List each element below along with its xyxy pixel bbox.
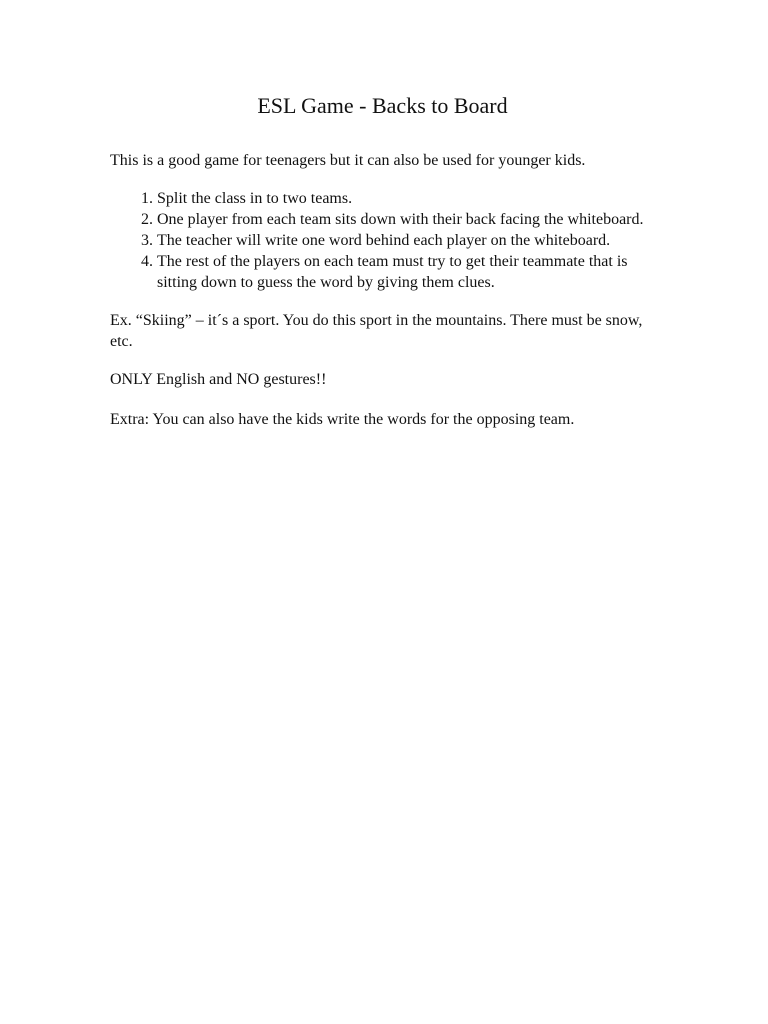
example-paragraph: Ex. “Skiing” – it´s a sport. You do this sport in the mountains. There must be snow, etc. <box>110 312 643 350</box>
rule-paragraph: ONLY English and NO gestures!! <box>110 371 327 388</box>
step-item: 2. One player from each team sits down with their back facing the whiteboard. <box>157 209 670 230</box>
intro-paragraph: This is a good game for teenagers but it can also be used for younger kids. <box>110 152 586 169</box>
step-item: 3. The teacher will write one word behind each player on the whiteboard. <box>157 230 670 251</box>
step-item: 1. Split the class in to two teams. <box>157 188 670 209</box>
document-body <box>110 92 670 430</box>
document-title: ESL Game - Backs to Board <box>257 93 508 118</box>
steps-list <box>110 188 670 293</box>
extra-paragraph: Extra: You can also have the kids write the words for the opposing team. <box>110 411 575 428</box>
step-item: 4. The rest of the players on each team must try to get their teammate that is sitting down to guess the word by giving them clues. <box>157 251 670 293</box>
